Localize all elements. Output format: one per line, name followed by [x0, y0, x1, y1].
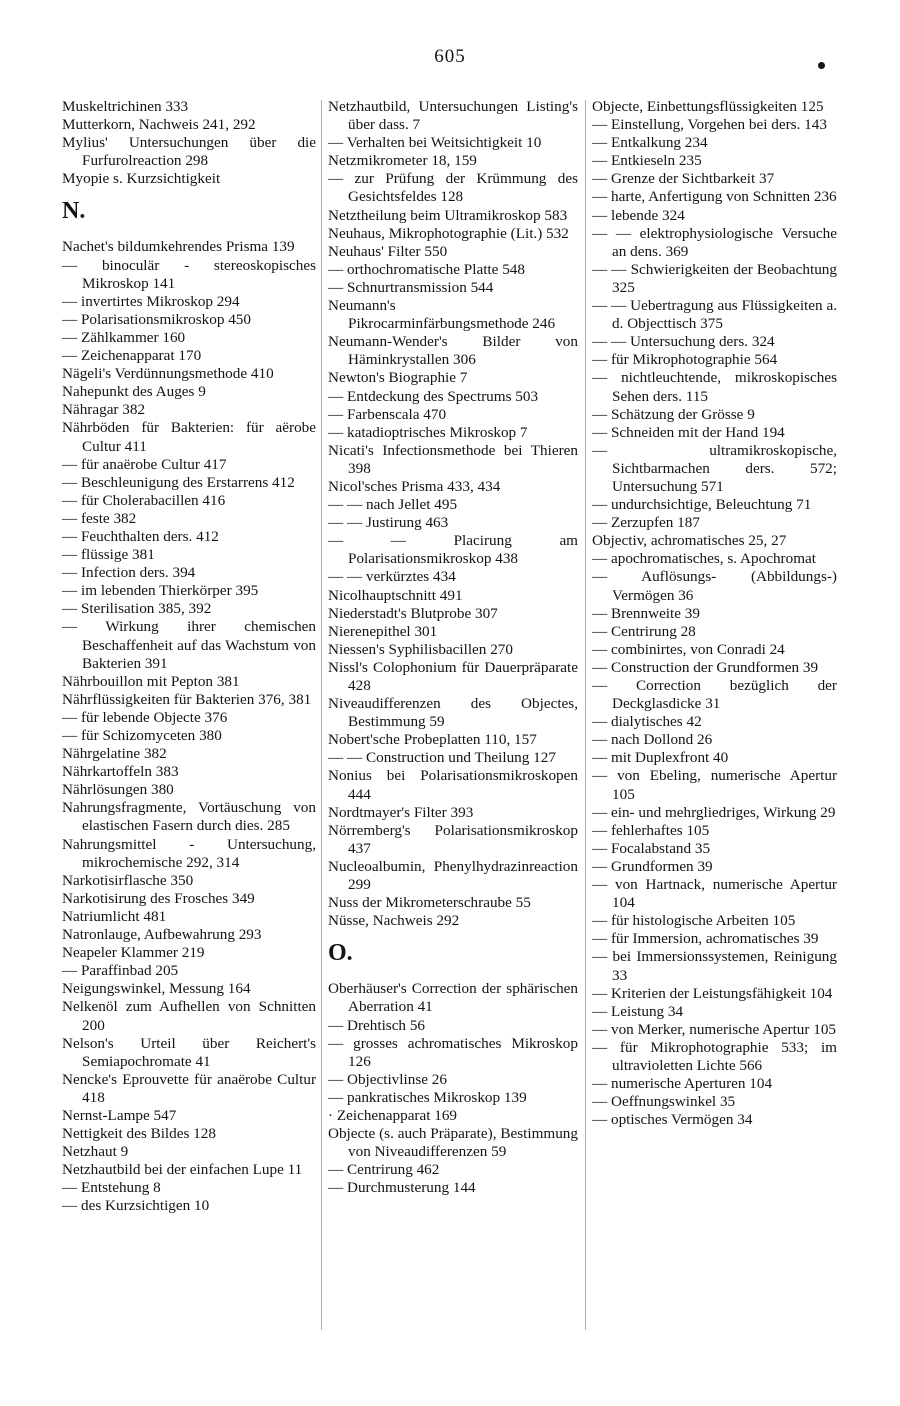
index-entry: Niessen's Syphilisbacillen 270	[328, 640, 513, 658]
index-entry: Natriumlicht 481	[62, 907, 167, 925]
index-entry: — von Hartnack, numerische Apertur 104	[592, 876, 837, 912]
index-entry: — für Cholerabacillen 416	[62, 491, 226, 509]
index-entry: — feste 382	[62, 509, 137, 527]
index-entry: Nonius bei Polarisationsmikroskopen 444	[328, 767, 578, 803]
index-entry: — zur Prüfung der Krümmung des Gesichtsfeldes 128	[328, 170, 578, 206]
index-entry: — Einstellung, Vorgehen bei ders. 143	[592, 116, 827, 134]
index-entry: Nährbouillon mit Pepton 381	[62, 672, 240, 690]
column-divider	[585, 100, 586, 1330]
index-entry: — Centrirung 462	[328, 1161, 440, 1179]
index-entry: — orthochromatische Platte 548	[328, 260, 525, 278]
index-entry: — Brennweite 39	[592, 604, 700, 622]
index-entry: — — Schwierigkeiten der Beobachtung 325	[592, 260, 837, 296]
index-entry: — harte, Anfertigung von Schnitten 236	[592, 188, 837, 206]
index-entry: Narkotisirung des Frosches 349	[62, 889, 255, 907]
index-entry: Nuss der Mikrometerschraube 55	[328, 894, 531, 912]
index-entry: — Correction bezüglich der Deckglasdicke 31	[592, 677, 837, 713]
index-entry: — Grenze der Sichtbarkeit 37	[592, 170, 775, 188]
index-entry: — nichtleuchtende, mikroskopisches Sehen ders. 115	[592, 369, 837, 405]
index-entry: — Schätzung der Grösse 9	[592, 405, 755, 423]
index-entry: — Entkieseln 235	[592, 152, 702, 170]
index-entry: — Centrirung 28	[592, 622, 696, 640]
index-entry: Niveaudifferenzen des Objectes, Bestimmung 59	[328, 695, 578, 731]
index-entry: — von Ebeling, numerische Apertur 105	[592, 767, 837, 803]
index-entry: — mit Duplexfront 40	[592, 749, 729, 767]
index-entry: Netzhautbild bei der einfachen Lupe 11	[62, 1161, 303, 1179]
index-entry: Netzmikrometer 18, 159	[328, 152, 477, 170]
index-entry: — pankratisches Mikroskop 139	[328, 1088, 527, 1106]
index-entry: — — elektrophysiologische Versuche an dens. 369	[592, 224, 837, 260]
index-entry: — Kriterien der Leistungsfähigkeit 104	[592, 984, 833, 1002]
section-heading: O.	[328, 940, 353, 967]
index-entry: Nahrungsfragmente, Vortäuschung von elastischen Fasern durch dies. 285	[62, 799, 316, 835]
index-entry: — — Placirung am Polarisationsmikroskop 438	[328, 532, 578, 568]
ink-dot	[818, 62, 825, 69]
index-entry: Nelkenöl zum Aufhellen von Schnitten 200	[62, 998, 316, 1034]
index-entry: Nährkartoffeln 383	[62, 763, 179, 781]
index-entry: Myopie s. Kurzsichtigkeit	[62, 170, 221, 188]
index-entry: — Infection ders. 394	[62, 564, 196, 582]
index-entry: — Leistung 34	[592, 1002, 684, 1020]
index-entry: — Construction der Grundformen 39	[592, 658, 819, 676]
index-entry: — für Schizomyceten 380	[62, 727, 222, 744]
index-entry: — numerische Aperturen 104	[592, 1075, 773, 1093]
index-column-2	[328, 98, 578, 1197]
index-entry: — flüssige 381	[62, 546, 155, 564]
index-entry: — nach Dollond 26	[592, 731, 713, 749]
index-entry: Mylius' Untersuchungen über die Furfurolreaction 298	[62, 134, 316, 170]
index-entry: — von Merker, numerische Apertur 105	[592, 1020, 837, 1038]
index-entry: — Objectivlinse 26	[328, 1070, 447, 1088]
index-entry: Nordtmayer's Filter 393	[328, 803, 474, 821]
index-entry: Nägeli's Verdünnungsmethode 410	[62, 365, 274, 383]
index-entry: — invertirtes Mikroskop 294	[62, 292, 240, 310]
index-entry: — Drehtisch 56	[328, 1016, 426, 1034]
index-entry: · Zeichenapparat 169	[328, 1106, 458, 1124]
index-entry: Nährflüssigkeiten für Bakterien 376, 381	[62, 690, 312, 708]
index-entry: Muskeltrichinen 333	[62, 98, 189, 115]
index-entry: — Farbenscala 470	[328, 405, 447, 423]
index-entry: — undurchsichtige, Beleuchtung 71	[592, 496, 812, 514]
index-entry: — für Mikrophotographie 533; im ultravioletten Lichte 566	[592, 1038, 837, 1074]
index-entry: Nörremberg's Polarisationsmikroskop 437	[328, 821, 578, 857]
index-column-1	[62, 98, 316, 1216]
index-entry: Nährböden für Bakterien: für aërobe Cultur 411	[62, 419, 316, 455]
index-entry: — Beschleunigung des Erstarrens 412	[62, 473, 295, 491]
index-entry: Neuhaus' Filter 550	[328, 242, 448, 260]
index-entry: — Entdeckung des Spectrums 503	[328, 387, 539, 405]
index-entry: Oberhäuser's Correction der sphärischen Aberration 41	[328, 980, 578, 1016]
index-entry: — Feuchthalten ders. 412	[62, 527, 219, 545]
index-entry: — — nach Jellet 495	[328, 496, 458, 514]
index-entry: Neumann-Wender's Bilder von Häminkrystallen 306	[328, 333, 578, 369]
index-entry: — — verkürztes 434	[328, 568, 456, 586]
index-entry: — ultramikroskopische, Sichtbarmachen ders. 572; Untersuchung 571	[592, 441, 837, 495]
index-entry: Nucleoalbumin, Phenylhydrazinreaction 299	[328, 857, 578, 894]
index-entry: Mutterkorn, Nachweis 241, 292	[62, 116, 256, 134]
index-entry: — Schneiden mit der Hand 194	[592, 423, 785, 441]
index-entry: Nencke's Eprouvette für anaërobe Cultur 418	[62, 1070, 316, 1106]
index-entry: — Schnurtransmission 544	[328, 278, 494, 296]
index-entry: — Entstehung 8	[62, 1179, 161, 1197]
index-entry: Nachet's bildumkehrendes Prisma 139	[62, 238, 295, 256]
page-number: 605	[434, 46, 466, 67]
index-entry: — Entkalkung 234	[592, 134, 708, 152]
index-entry: — katadioptrisches Mikroskop 7	[328, 423, 528, 441]
index-entry: — ein- und mehrgliedriges, Wirkung 29	[592, 803, 836, 821]
index-entry: — Polarisationsmikroskop 450	[62, 310, 251, 328]
index-entry: — — Untersuchung ders. 324	[592, 333, 775, 351]
index-entry: — im lebenden Thierkörper 395	[62, 582, 259, 600]
index-entry: — lebende 324	[592, 206, 685, 224]
index-entry: — Auflösungs- (Abbildungs-) Vermögen 36	[592, 568, 837, 604]
index-entry: — Zerzupfen 187	[592, 514, 700, 532]
index-entry: Nahepunkt des Auges 9	[62, 383, 206, 401]
index-entry: Nicati's Infectionsmethode bei Thieren 398	[328, 441, 578, 477]
index-entry: Nelson's Urteil über Reichert's Semiapochromate 41	[62, 1034, 316, 1070]
index-entry: — des Kurzsichtigen 10	[62, 1197, 210, 1215]
index-entry: Nissl's Colophonium für Dauerpräparate 428	[328, 658, 578, 694]
column-divider	[321, 100, 322, 1330]
index-entry: — Wirkung ihrer chemischen Beschaffenheit auf das Wachstum von Bakterien 391	[62, 618, 316, 672]
index-entry: Netzhautbild, Untersuchungen Listing's über dass. 7	[328, 98, 578, 134]
index-entry: — Zählkammer 160	[62, 328, 186, 346]
index-entry: — optisches Vermögen 34	[592, 1111, 753, 1129]
index-entry: — — Uebertragung aus Flüssigkeiten a. d. Objecttisch 375	[592, 297, 837, 333]
index-entry: — Focalabstand 35	[592, 839, 711, 857]
index-entry: — Grundformen 39	[592, 857, 713, 875]
index-entry: Nahrungsmittel - Untersuchung, mikrochemische 292, 314	[62, 835, 316, 871]
index-entry: Natronlauge, Aufbewahrung 293	[62, 926, 262, 944]
index-entry: Objecte, Einbettungsflüssigkeiten 125	[592, 98, 824, 115]
index-entry: — grosses achromatisches Mikroskop 126	[328, 1034, 578, 1070]
index-entry: Nicol'sches Prisma 433, 434	[328, 477, 501, 495]
index-entry: — für anaërobe Cultur 417	[62, 455, 227, 473]
index-entry: — dialytisches 42	[592, 713, 702, 731]
index-entry: Neuhaus, Mikrophotographie (Lit.) 532	[328, 224, 569, 242]
index-entry: Neapeler Klammer 219	[62, 944, 205, 962]
index-entry: — Zeichenapparat 170	[62, 347, 202, 365]
index-entry: — Verhalten bei Weitsichtigkeit 10	[328, 134, 542, 152]
index-entry: Narkotisirflasche 350	[62, 871, 194, 889]
index-entry: Objectiv, achromatisches 25, 27	[592, 532, 787, 550]
index-entry: — Sterilisation 385, 392	[62, 600, 212, 618]
index-entry: — fehlerhaftes 105	[592, 821, 710, 839]
index-entry: — bei Immersionssystemen, Reinigung 33	[592, 948, 837, 984]
index-entry: — combinirtes, von Conradi 24	[592, 640, 785, 658]
index-entry: Niederstadt's Blutprobe 307	[328, 604, 498, 622]
index-entry: — Oeffnungswinkel 35	[592, 1093, 736, 1111]
index-entry: Nähragar 382	[62, 401, 146, 419]
index-entry: Nicolhauptschnitt 491	[328, 586, 463, 604]
index-entry: Nierenepithel 301	[328, 622, 438, 640]
index-entry: Nobert'sche Probeplatten 110, 157	[328, 731, 537, 749]
index-entry: Neumann's Pikrocarminfärbungsmethode 246	[328, 297, 556, 333]
index-entry: Nernst-Lampe 547	[62, 1106, 177, 1124]
index-entry: Nettigkeit des Bildes 128	[62, 1125, 216, 1143]
index-entry: Nüsse, Nachweis 292	[328, 912, 460, 930]
index-entry: Nährlösungen 380	[62, 781, 174, 799]
index-entry: Nährgelatine 382	[62, 745, 167, 763]
index-column-3	[592, 98, 837, 1129]
section-heading: N.	[62, 198, 86, 225]
index-entry: — Durchmusterung 144	[328, 1179, 476, 1197]
index-entry: — für lebende Objecte 376	[62, 708, 228, 726]
index-entry: — binoculär - stereoskopisches Mikroskop 141	[62, 256, 316, 292]
index-entry: Objecte (s. auch Präparate), Bestimmung von Niveaudifferenzen 59	[328, 1125, 578, 1161]
index-entry: — — Construction und Theilung 127	[328, 749, 556, 767]
index-entry: Netztheilung beim Ultramikroskop 583	[328, 206, 568, 224]
index-entry: — apochromatisches, s. Apochromat	[592, 550, 816, 568]
index-entry: Newton's Biographie 7	[328, 369, 468, 387]
index-entry: — Paraffinbad 205	[62, 962, 179, 980]
index-entry: — für histologische Arbeiten 105	[592, 912, 796, 930]
index-entry: — für Immersion, achromatisches 39	[592, 930, 819, 948]
index-entry: — für Mikrophotographie 564	[592, 351, 778, 369]
index-entry: — — Justirung 463	[328, 514, 449, 532]
index-entry: Netzhaut 9	[62, 1143, 129, 1161]
index-entry: Neigungswinkel, Messung 164	[62, 980, 251, 998]
